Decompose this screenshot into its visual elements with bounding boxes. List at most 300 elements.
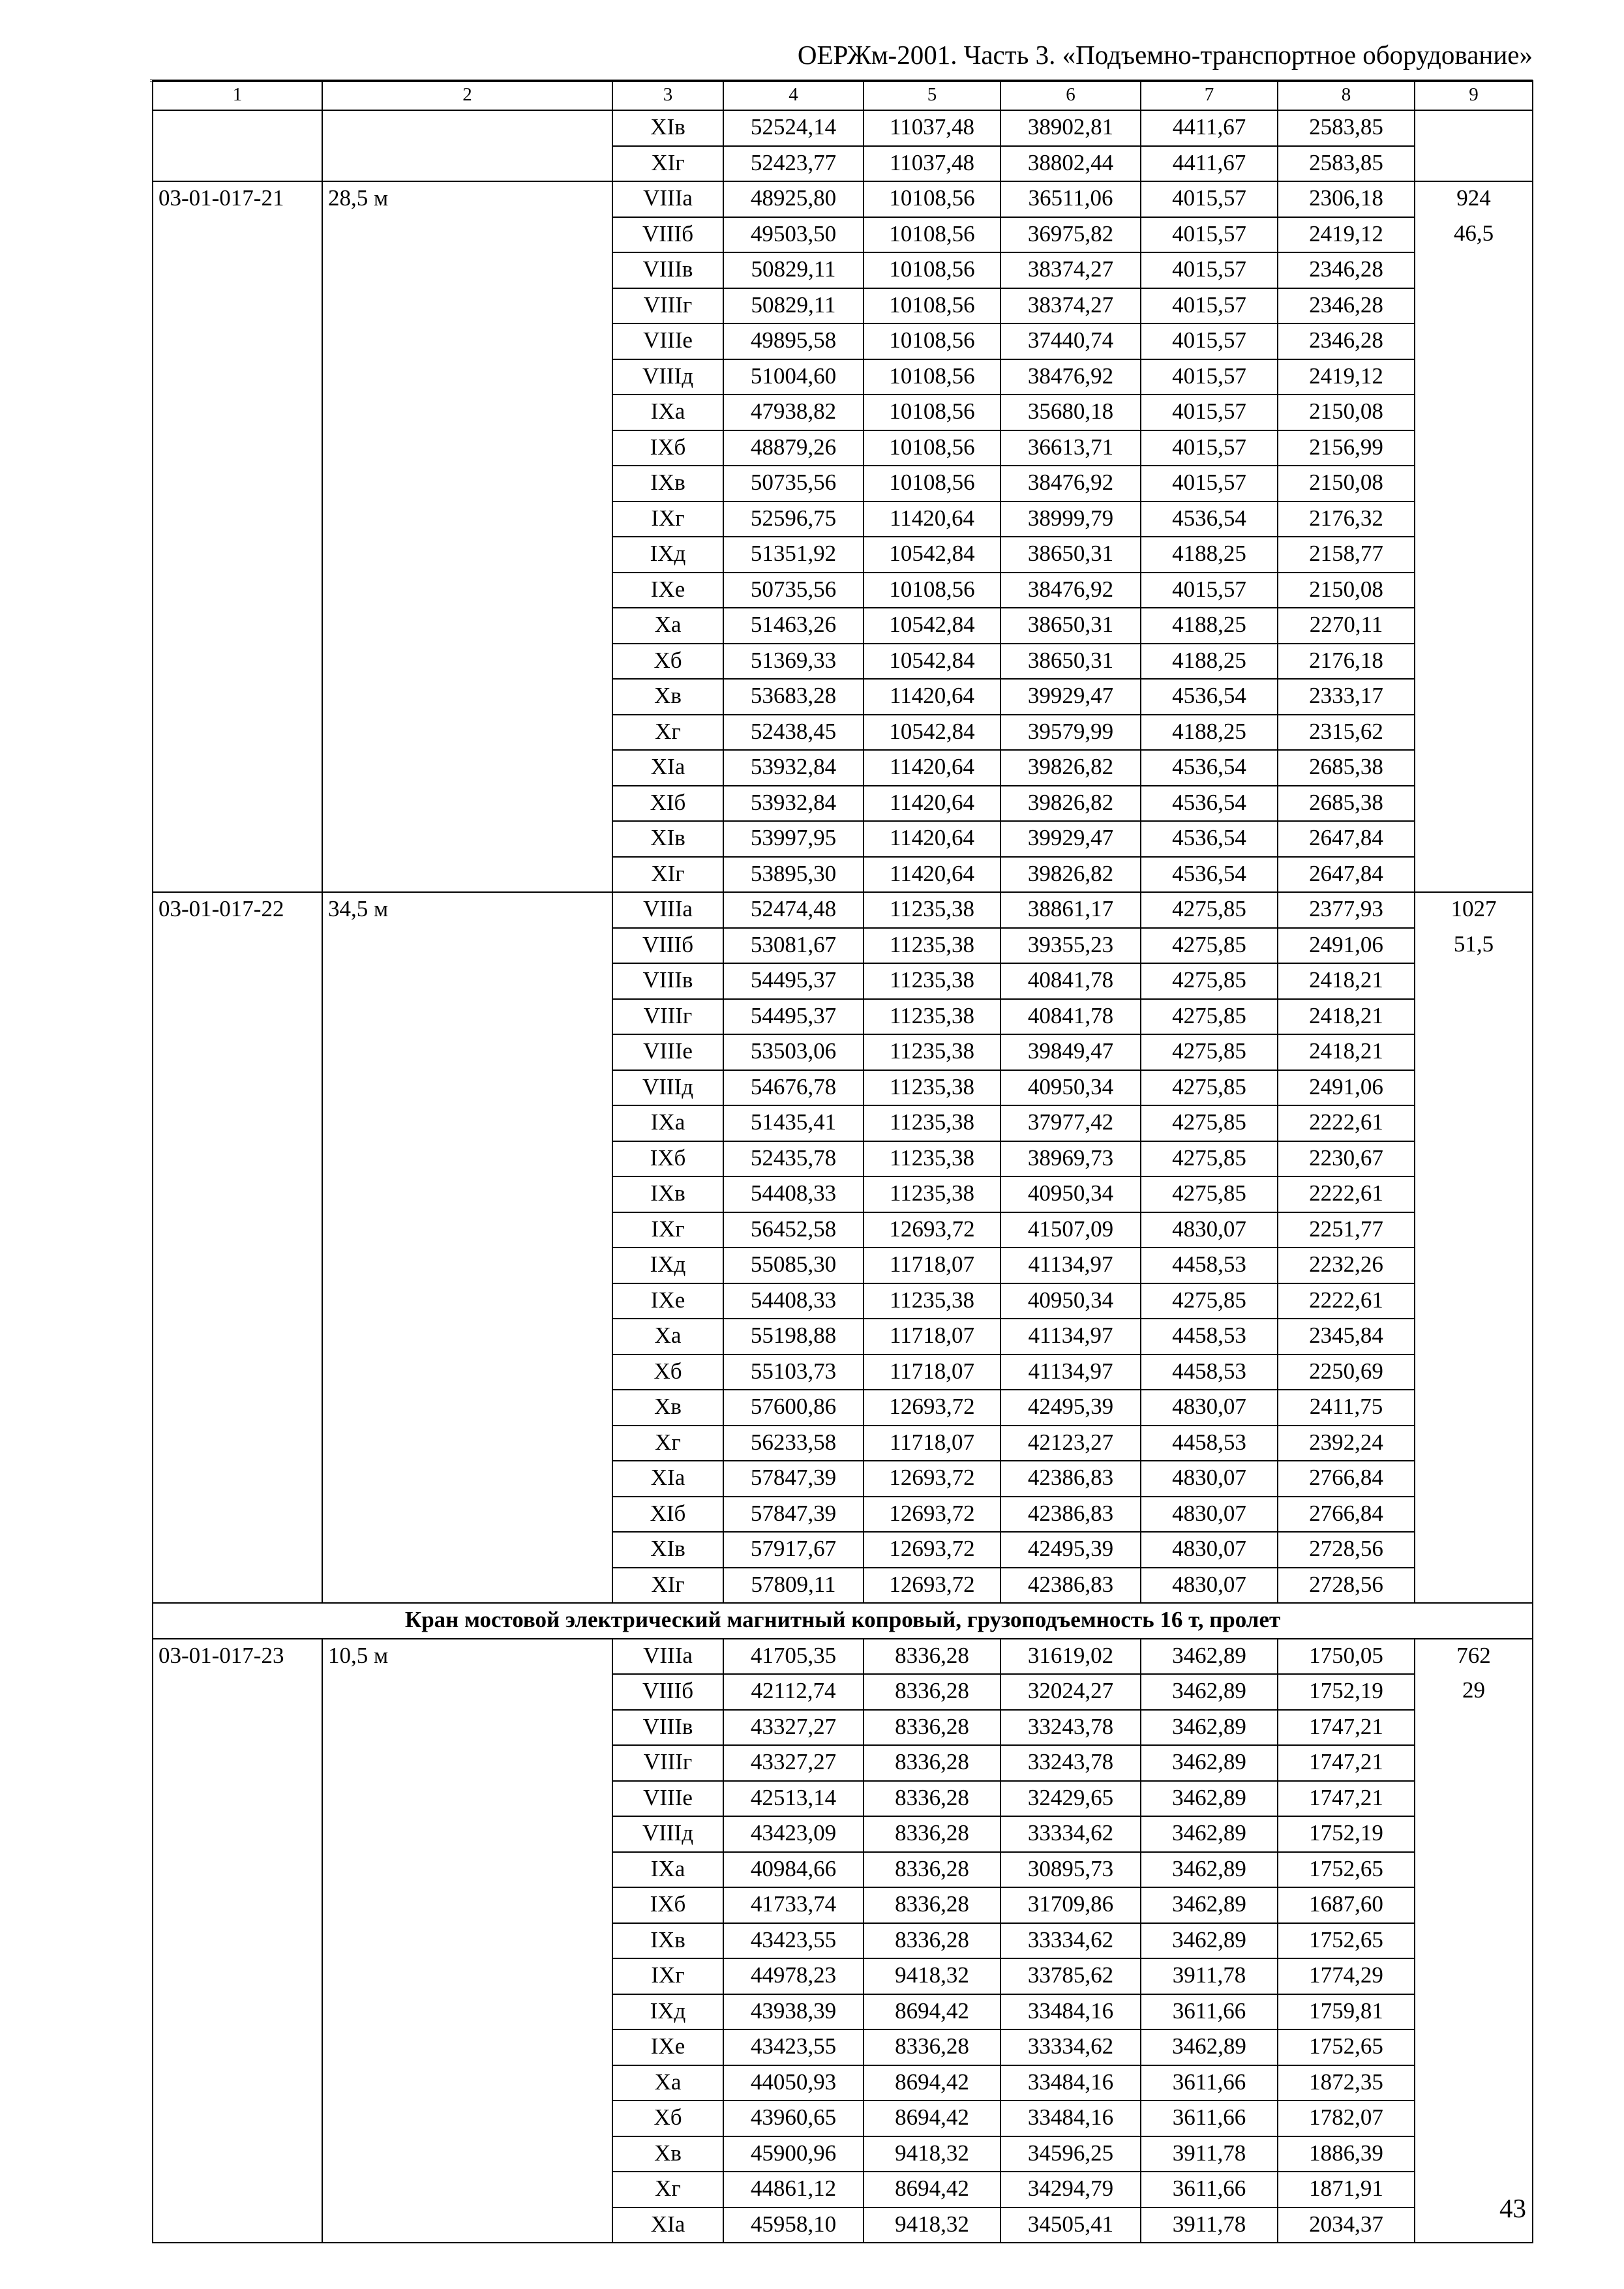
value-cell: 8336,28 xyxy=(864,1781,1000,1817)
value-cell: 2392,24 xyxy=(1278,1426,1415,1461)
span-cell: 34,5 м xyxy=(322,892,612,928)
note-cell xyxy=(1415,323,1533,359)
span-cell xyxy=(322,679,612,715)
group-cell: Xа xyxy=(612,1319,723,1354)
value-cell: 2150,08 xyxy=(1278,395,1415,430)
note-cell xyxy=(1415,1105,1533,1141)
value-cell: 4015,57 xyxy=(1141,323,1278,359)
value-cell: 42495,39 xyxy=(1000,1390,1141,1426)
value-cell: 11420,64 xyxy=(864,750,1000,786)
table-row xyxy=(153,2029,1533,2065)
span-cell xyxy=(322,857,612,893)
note-cell xyxy=(1415,750,1533,786)
code-cell xyxy=(153,2136,322,2172)
code-cell xyxy=(153,1141,322,1177)
table-row xyxy=(153,644,1533,680)
value-cell: 55085,30 xyxy=(723,1248,864,1283)
note-cell xyxy=(1415,679,1533,715)
value-cell: 3462,89 xyxy=(1141,1887,1278,1923)
value-cell: 3462,89 xyxy=(1141,1745,1278,1781)
value-cell: 36975,82 xyxy=(1000,217,1141,253)
value-cell: 49895,58 xyxy=(723,323,864,359)
value-cell: 52524,14 xyxy=(723,110,864,146)
value-cell: 2491,06 xyxy=(1278,928,1415,964)
code-cell xyxy=(153,1319,322,1354)
value-cell: 2222,61 xyxy=(1278,1283,1415,1319)
column-number: 8 xyxy=(1278,81,1415,110)
value-cell: 1752,65 xyxy=(1278,1923,1415,1959)
value-cell: 4015,57 xyxy=(1141,430,1278,466)
value-cell: 38861,17 xyxy=(1000,892,1141,928)
value-cell: 4015,57 xyxy=(1141,466,1278,501)
span-cell xyxy=(322,2136,612,2172)
value-cell: 38969,73 xyxy=(1000,1141,1141,1177)
value-cell: 10108,56 xyxy=(864,430,1000,466)
value-cell: 4411,67 xyxy=(1141,110,1278,146)
table-row xyxy=(153,1852,1533,1888)
table-row xyxy=(153,1674,1533,1710)
value-cell: 3611,66 xyxy=(1141,2065,1278,2101)
value-cell: 4275,85 xyxy=(1141,1141,1278,1177)
note-cell xyxy=(1415,608,1533,644)
column-number: 3 xyxy=(612,81,723,110)
note-cell xyxy=(1415,146,1533,182)
value-cell: 36511,06 xyxy=(1000,181,1141,217)
group-cell: VIIIб xyxy=(612,217,723,253)
table-row xyxy=(153,1497,1533,1533)
group-cell: VIIIд xyxy=(612,1816,723,1852)
code-cell xyxy=(153,1852,322,1888)
note-cell xyxy=(1415,715,1533,751)
value-cell: 11718,07 xyxy=(864,1319,1000,1354)
value-cell: 51351,92 xyxy=(723,537,864,573)
value-cell: 12693,72 xyxy=(864,1461,1000,1497)
note-cell xyxy=(1415,999,1533,1035)
value-cell: 2222,61 xyxy=(1278,1105,1415,1141)
span-cell xyxy=(322,1426,612,1461)
table-row xyxy=(153,1639,1533,1675)
span-cell xyxy=(322,573,612,608)
value-cell: 2150,08 xyxy=(1278,573,1415,608)
value-cell: 2222,61 xyxy=(1278,1176,1415,1212)
table-row xyxy=(153,679,1533,715)
span-cell xyxy=(322,1958,612,1994)
value-cell: 2345,84 xyxy=(1278,1319,1415,1354)
value-cell: 11235,38 xyxy=(864,1283,1000,1319)
span-cell xyxy=(322,501,612,537)
value-cell: 1752,19 xyxy=(1278,1816,1415,1852)
group-cell: Xв xyxy=(612,2136,723,2172)
value-cell: 10542,84 xyxy=(864,608,1000,644)
value-cell: 45958,10 xyxy=(723,2207,864,2243)
table-row xyxy=(153,1887,1533,1923)
group-cell: VIIIг xyxy=(612,288,723,324)
header-title: ОЕРЖм-2001. Часть 3. «Подъемно-транспортное оборудование» xyxy=(797,40,1533,70)
table-row xyxy=(153,217,1533,253)
group-cell: Xа xyxy=(612,608,723,644)
code-cell xyxy=(153,2065,322,2101)
span-cell xyxy=(322,1354,612,1390)
value-cell: 11420,64 xyxy=(864,786,1000,822)
value-cell: 38476,92 xyxy=(1000,573,1141,608)
value-cell: 2333,17 xyxy=(1278,679,1415,715)
note-cell: 924 xyxy=(1415,181,1533,217)
value-cell: 54408,33 xyxy=(723,1283,864,1319)
span-cell xyxy=(322,1532,612,1568)
value-cell: 4536,54 xyxy=(1141,679,1278,715)
code-cell xyxy=(153,1426,322,1461)
value-cell: 41134,97 xyxy=(1000,1354,1141,1390)
group-cell: VIIIд xyxy=(612,359,723,395)
code-cell xyxy=(153,1958,322,1994)
value-cell: 2647,84 xyxy=(1278,821,1415,857)
value-cell: 1747,21 xyxy=(1278,1710,1415,1746)
span-cell xyxy=(322,146,612,182)
page-header xyxy=(150,38,1533,82)
value-cell: 11420,64 xyxy=(864,821,1000,857)
value-cell: 37977,42 xyxy=(1000,1105,1141,1141)
value-cell: 1782,07 xyxy=(1278,2101,1415,2136)
value-cell: 2685,38 xyxy=(1278,786,1415,822)
note-cell xyxy=(1415,2029,1533,2065)
price-table xyxy=(152,80,1533,2243)
group-cell: IXд xyxy=(612,1994,723,2030)
value-cell: 2419,12 xyxy=(1278,217,1415,253)
note-cell xyxy=(1415,573,1533,608)
note-cell: 1027 xyxy=(1415,892,1533,928)
value-cell: 51463,26 xyxy=(723,608,864,644)
group-cell: VIIIа xyxy=(612,892,723,928)
group-cell: VIIIг xyxy=(612,1745,723,1781)
group-cell: VIIIе xyxy=(612,323,723,359)
value-cell: 39929,47 xyxy=(1000,679,1141,715)
group-cell: IXб xyxy=(612,1887,723,1923)
value-cell: 4830,07 xyxy=(1141,1568,1278,1604)
value-cell: 4536,54 xyxy=(1141,501,1278,537)
code-cell xyxy=(153,857,322,893)
value-cell: 2647,84 xyxy=(1278,857,1415,893)
table-row xyxy=(153,963,1533,999)
value-cell: 3462,89 xyxy=(1141,1816,1278,1852)
table-row xyxy=(153,1390,1533,1426)
value-cell: 2685,38 xyxy=(1278,750,1415,786)
value-cell: 2411,75 xyxy=(1278,1390,1415,1426)
value-cell: 50829,11 xyxy=(723,252,864,288)
code-cell xyxy=(153,537,322,573)
group-cell: IXг xyxy=(612,501,723,537)
code-cell xyxy=(153,1816,322,1852)
value-cell: 1886,39 xyxy=(1278,2136,1415,2172)
note-cell xyxy=(1415,1426,1533,1461)
code-cell xyxy=(153,1994,322,2030)
span-cell xyxy=(322,928,612,964)
table-row xyxy=(153,2136,1533,2172)
value-cell: 2346,28 xyxy=(1278,288,1415,324)
group-cell: IXг xyxy=(612,1958,723,1994)
value-cell: 36613,71 xyxy=(1000,430,1141,466)
value-cell: 38999,79 xyxy=(1000,501,1141,537)
code-cell xyxy=(153,1070,322,1106)
value-cell: 9418,32 xyxy=(864,2207,1000,2243)
value-cell: 2766,84 xyxy=(1278,1461,1415,1497)
code-cell xyxy=(153,1034,322,1070)
span-cell xyxy=(322,1390,612,1426)
value-cell: 53932,84 xyxy=(723,786,864,822)
value-cell: 12693,72 xyxy=(864,1212,1000,1248)
span-cell xyxy=(322,1994,612,2030)
value-cell: 55198,88 xyxy=(723,1319,864,1354)
span-cell xyxy=(322,1319,612,1354)
span-cell xyxy=(322,466,612,501)
code-cell xyxy=(153,999,322,1035)
code-cell xyxy=(153,1497,322,1533)
value-cell: 2728,56 xyxy=(1278,1532,1415,1568)
value-cell: 4411,67 xyxy=(1141,146,1278,182)
value-cell: 41705,35 xyxy=(723,1639,864,1675)
span-cell xyxy=(322,430,612,466)
value-cell: 10108,56 xyxy=(864,359,1000,395)
table-row xyxy=(153,430,1533,466)
table-row xyxy=(153,1034,1533,1070)
span-cell xyxy=(322,2207,612,2243)
value-cell: 57847,39 xyxy=(723,1461,864,1497)
value-cell: 55103,73 xyxy=(723,1354,864,1390)
value-cell: 4830,07 xyxy=(1141,1390,1278,1426)
table-row xyxy=(153,999,1533,1035)
group-cell: XIв xyxy=(612,1532,723,1568)
group-cell: Xг xyxy=(612,1426,723,1461)
code-cell xyxy=(153,217,322,253)
value-cell: 41134,97 xyxy=(1000,1319,1141,1354)
code-cell xyxy=(153,395,322,430)
group-cell: VIIIв xyxy=(612,963,723,999)
group-cell: XIа xyxy=(612,2207,723,2243)
table-row xyxy=(153,1781,1533,1817)
value-cell: 38650,31 xyxy=(1000,608,1141,644)
value-cell: 56452,58 xyxy=(723,1212,864,1248)
group-cell: VIIIа xyxy=(612,1639,723,1675)
value-cell: 10108,56 xyxy=(864,252,1000,288)
value-cell: 11420,64 xyxy=(864,857,1000,893)
column-number: 4 xyxy=(723,81,864,110)
group-cell: VIIIе xyxy=(612,1034,723,1070)
table-row xyxy=(153,608,1533,644)
value-cell: 4275,85 xyxy=(1141,963,1278,999)
span-cell: 10,5 м xyxy=(322,1639,612,1675)
note-cell xyxy=(1415,359,1533,395)
value-cell: 8336,28 xyxy=(864,1816,1000,1852)
value-cell: 2418,21 xyxy=(1278,999,1415,1035)
code-cell xyxy=(153,1532,322,1568)
value-cell: 52596,75 xyxy=(723,501,864,537)
group-cell: VIIIе xyxy=(612,1781,723,1817)
value-cell: 2346,28 xyxy=(1278,323,1415,359)
group-cell: Xв xyxy=(612,679,723,715)
code-cell xyxy=(153,2207,322,2243)
table-row xyxy=(153,1532,1533,1568)
value-cell: 3911,78 xyxy=(1141,1958,1278,1994)
code-cell xyxy=(153,1781,322,1817)
value-cell: 2176,32 xyxy=(1278,501,1415,537)
value-cell: 2230,67 xyxy=(1278,1141,1415,1177)
value-cell: 1752,19 xyxy=(1278,1674,1415,1710)
value-cell: 1872,35 xyxy=(1278,2065,1415,2101)
note-cell xyxy=(1415,963,1533,999)
group-cell: IXд xyxy=(612,1248,723,1283)
code-cell xyxy=(153,715,322,751)
value-cell: 4458,53 xyxy=(1141,1248,1278,1283)
value-cell: 11718,07 xyxy=(864,1426,1000,1461)
note-cell xyxy=(1415,1532,1533,1568)
value-cell: 1759,81 xyxy=(1278,1994,1415,2030)
value-cell: 33484,16 xyxy=(1000,2101,1141,2136)
value-cell: 8336,28 xyxy=(864,1745,1000,1781)
value-cell: 2306,18 xyxy=(1278,181,1415,217)
group-cell: IXе xyxy=(612,2029,723,2065)
value-cell: 54676,78 xyxy=(723,1070,864,1106)
span-cell xyxy=(322,1105,612,1141)
value-cell: 54495,37 xyxy=(723,963,864,999)
note-cell xyxy=(1415,857,1533,893)
value-cell: 48879,26 xyxy=(723,430,864,466)
value-cell: 44861,12 xyxy=(723,2172,864,2207)
value-cell: 33334,62 xyxy=(1000,1816,1141,1852)
value-cell: 30895,73 xyxy=(1000,1852,1141,1888)
value-cell: 37440,74 xyxy=(1000,323,1141,359)
table-row xyxy=(153,573,1533,608)
note-cell xyxy=(1415,1319,1533,1354)
group-cell: IXа xyxy=(612,1852,723,1888)
span-cell xyxy=(322,1923,612,1959)
value-cell: 4830,07 xyxy=(1141,1497,1278,1533)
value-cell: 2728,56 xyxy=(1278,1568,1415,1604)
group-cell: XIв xyxy=(612,110,723,146)
group-cell: IXа xyxy=(612,1105,723,1141)
value-cell: 4458,53 xyxy=(1141,1354,1278,1390)
value-cell: 56233,58 xyxy=(723,1426,864,1461)
page-number: 43 xyxy=(1499,2193,1526,2223)
span-cell xyxy=(322,1461,612,1497)
code-cell xyxy=(153,750,322,786)
value-cell: 43423,55 xyxy=(723,2029,864,2065)
value-cell: 8336,28 xyxy=(864,1887,1000,1923)
value-cell: 38374,27 xyxy=(1000,288,1141,324)
span-cell xyxy=(322,1141,612,1177)
value-cell: 11235,38 xyxy=(864,1105,1000,1141)
value-cell: 11235,38 xyxy=(864,1141,1000,1177)
value-cell: 53997,95 xyxy=(723,821,864,857)
code-cell xyxy=(153,2029,322,2065)
code-cell xyxy=(153,573,322,608)
note-cell xyxy=(1415,1710,1533,1746)
value-cell: 3611,66 xyxy=(1141,1994,1278,2030)
value-cell: 38374,27 xyxy=(1000,252,1141,288)
value-cell: 10542,84 xyxy=(864,537,1000,573)
table-row xyxy=(153,1141,1533,1177)
span-cell xyxy=(322,1212,612,1248)
group-cell: VIIIб xyxy=(612,928,723,964)
value-cell: 9418,32 xyxy=(864,1958,1000,1994)
span-cell xyxy=(322,1674,612,1710)
value-cell: 11420,64 xyxy=(864,679,1000,715)
span-cell xyxy=(322,608,612,644)
value-cell: 38902,81 xyxy=(1000,110,1141,146)
note-cell xyxy=(1415,821,1533,857)
note-cell: 762 xyxy=(1415,1639,1533,1675)
group-cell: XIб xyxy=(612,786,723,822)
value-cell: 42495,39 xyxy=(1000,1532,1141,1568)
value-cell: 12693,72 xyxy=(864,1532,1000,1568)
note-cell xyxy=(1415,1958,1533,1994)
value-cell: 10108,56 xyxy=(864,573,1000,608)
table-row xyxy=(153,715,1533,751)
span-cell xyxy=(322,1852,612,1888)
note-cell xyxy=(1415,1248,1533,1283)
group-cell: VIIIг xyxy=(612,999,723,1035)
note-cell xyxy=(1415,1887,1533,1923)
value-cell: 42386,83 xyxy=(1000,1568,1141,1604)
value-cell: 3462,89 xyxy=(1141,1781,1278,1817)
section-heading-row xyxy=(153,1603,1533,1639)
value-cell: 45900,96 xyxy=(723,2136,864,2172)
value-cell: 49503,50 xyxy=(723,217,864,253)
group-cell: Xб xyxy=(612,1354,723,1390)
value-cell: 53081,67 xyxy=(723,928,864,964)
value-cell: 41507,09 xyxy=(1000,1212,1141,1248)
value-cell: 2232,26 xyxy=(1278,1248,1415,1283)
code-cell: 03-01-017-21 xyxy=(153,181,322,217)
value-cell: 4458,53 xyxy=(1141,1426,1278,1461)
value-cell: 2418,21 xyxy=(1278,1034,1415,1070)
table-row xyxy=(153,892,1533,928)
code-cell xyxy=(153,430,322,466)
span-cell xyxy=(322,1745,612,1781)
table-row xyxy=(153,2065,1533,2101)
value-cell: 4830,07 xyxy=(1141,1532,1278,1568)
span-cell xyxy=(322,1710,612,1746)
code-cell xyxy=(153,1461,322,1497)
value-cell: 3462,89 xyxy=(1141,2029,1278,2065)
value-cell: 11718,07 xyxy=(864,1248,1000,1283)
value-cell: 4015,57 xyxy=(1141,217,1278,253)
group-cell: VIIIв xyxy=(612,252,723,288)
value-cell: 47938,82 xyxy=(723,395,864,430)
value-cell: 33243,78 xyxy=(1000,1745,1141,1781)
value-cell: 4275,85 xyxy=(1141,1034,1278,1070)
value-cell: 42386,83 xyxy=(1000,1497,1141,1533)
value-cell: 51004,60 xyxy=(723,359,864,395)
code-cell xyxy=(153,608,322,644)
value-cell: 2250,69 xyxy=(1278,1354,1415,1390)
span-cell xyxy=(322,1034,612,1070)
value-cell: 2158,77 xyxy=(1278,537,1415,573)
value-cell: 3911,78 xyxy=(1141,2136,1278,2172)
table-row xyxy=(153,857,1533,893)
note-cell xyxy=(1415,1816,1533,1852)
value-cell: 4275,85 xyxy=(1141,1070,1278,1106)
table-row xyxy=(153,1354,1533,1390)
note-cell xyxy=(1415,501,1533,537)
value-cell: 53895,30 xyxy=(723,857,864,893)
value-cell: 4188,25 xyxy=(1141,608,1278,644)
value-cell: 3462,89 xyxy=(1141,1710,1278,1746)
span-cell xyxy=(322,1781,612,1817)
table-row xyxy=(153,1319,1533,1354)
value-cell: 10108,56 xyxy=(864,217,1000,253)
column-number: 7 xyxy=(1141,81,1278,110)
group-cell: IXв xyxy=(612,1923,723,1959)
code-cell xyxy=(153,963,322,999)
